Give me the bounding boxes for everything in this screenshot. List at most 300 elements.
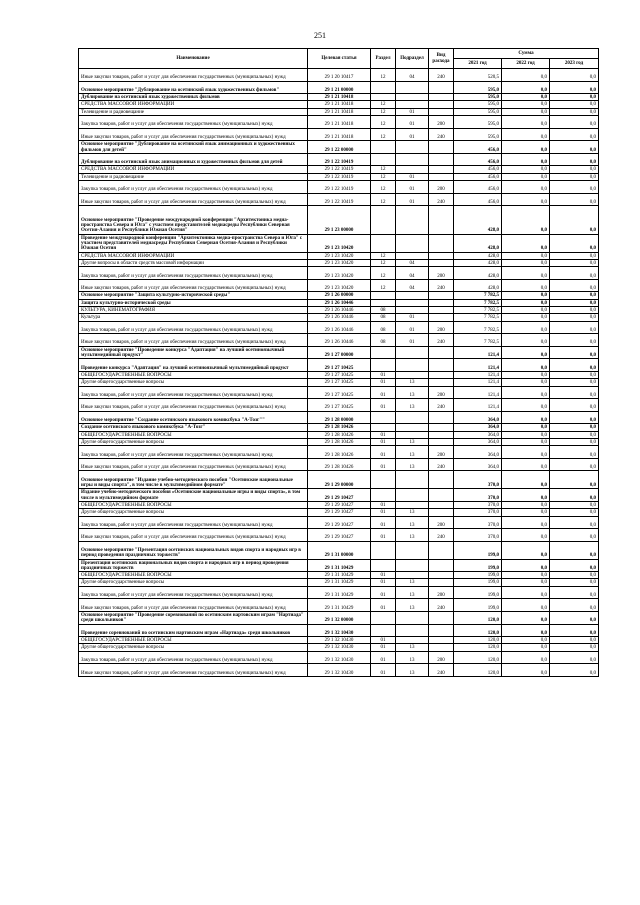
cell-section: 01	[371, 501, 396, 508]
cell-2022: 0,0	[502, 153, 550, 166]
cell-2022: 0,0	[502, 321, 550, 334]
cell-kind	[429, 509, 454, 516]
cell-2023: 0,0	[550, 321, 599, 334]
cell-name: Иные закупки товаров, работ и услуг для обеспечения государственных (муниципальных) нужд	[79, 399, 308, 412]
cell-subsection: 01	[396, 173, 429, 180]
cell-2023: 0,0	[550, 489, 599, 502]
cell-2023: 0,0	[550, 651, 599, 664]
cell-section: 01	[371, 572, 396, 579]
cell-subsection	[396, 411, 429, 424]
table-row	[79, 108, 599, 115]
table-row	[79, 69, 599, 82]
table-row	[79, 181, 599, 194]
cell-target: 29 1 20 10417	[308, 69, 371, 82]
cell-2021: 7 782,5	[454, 314, 502, 321]
cell-section	[371, 424, 396, 431]
cell-kind	[429, 438, 454, 445]
cell-2023: 0,0	[550, 458, 599, 471]
cell-target: 29 1 26 10446	[308, 314, 371, 321]
table-row	[79, 153, 599, 166]
cell-subsection: 01	[396, 314, 429, 321]
cell-kind	[429, 501, 454, 508]
cell-2022: 0,0	[502, 346, 550, 359]
table-header	[79, 49, 599, 69]
cell-2022: 0,0	[502, 458, 550, 471]
cell-2022: 0,0	[502, 252, 550, 259]
header-2023: 2023 год	[550, 59, 599, 69]
cell-subsection	[396, 572, 429, 579]
cell-subsection: 13	[396, 586, 429, 599]
cell-name: Закупка товаров, работ и услуг для обеспечения государственных (муниципальных) нужд	[79, 386, 308, 399]
cell-kind: 240	[429, 458, 454, 471]
cell-2022: 0,0	[502, 193, 550, 206]
table-row	[79, 431, 599, 438]
cell-target: 29 1 31 10429	[308, 599, 371, 612]
table-row	[79, 424, 599, 431]
cell-2021: 121,4	[454, 386, 502, 399]
cell-section: 12	[371, 193, 396, 206]
cell-name: Иные закупки товаров, работ и услуг для обеспечения государственных (муниципальных) нужд	[79, 279, 308, 292]
cell-2022: 0,0	[502, 579, 550, 586]
cell-2023: 0,0	[550, 307, 599, 314]
cell-2021: 595,0	[454, 94, 502, 101]
cell-subsection	[396, 637, 429, 644]
cell-section	[371, 559, 396, 572]
cell-2021: 199,0	[454, 572, 502, 579]
cell-name: Другие общегосударственные вопросы	[79, 509, 308, 516]
cell-name: Основное мероприятие "Проведение соревнований по осетинским нартовским играм "Нартиада" среди школьников"	[79, 611, 308, 624]
cell-name: ОБЩЕГОСУДАРСТВЕННЫЕ ВОПРОСЫ	[79, 637, 308, 644]
cell-2022: 0,0	[502, 94, 550, 101]
cell-2022: 0,0	[502, 206, 550, 235]
table-row	[79, 586, 599, 599]
budget-table	[78, 48, 599, 677]
cell-kind	[429, 314, 454, 321]
cell-target: 29 1 32 10430	[308, 664, 371, 677]
table-row	[79, 516, 599, 529]
cell-2022: 0,0	[502, 292, 550, 299]
cell-target: 29 1 22 10419	[308, 181, 371, 194]
cell-2021: 370,0	[454, 489, 502, 502]
cell-section: 12	[371, 267, 396, 280]
cell-target: 29 1 28 10426	[308, 446, 371, 459]
cell-2022: 0,0	[502, 371, 550, 378]
cell-2022: 0,0	[502, 259, 550, 266]
cell-2021: 120,0	[454, 637, 502, 644]
cell-kind: 200	[429, 267, 454, 280]
cell-section	[371, 346, 396, 359]
cell-target: 29 1 32 00000	[308, 611, 371, 624]
cell-section: 01	[371, 664, 396, 677]
cell-section: 08	[371, 321, 396, 334]
cell-2022: 0,0	[502, 141, 550, 154]
cell-name: Закупка товаров, работ и услуг для обеспечения государственных (муниципальных) нужд	[79, 586, 308, 599]
cell-target: 29 1 29 10427	[308, 516, 371, 529]
cell-2021: 370,0	[454, 471, 502, 489]
cell-section: 01	[371, 579, 396, 586]
cell-section	[371, 359, 396, 372]
cell-kind	[429, 141, 454, 154]
cell-subsection	[396, 292, 429, 299]
cell-2022: 0,0	[502, 446, 550, 459]
cell-target: 29 1 22 00000	[308, 141, 371, 154]
cell-subsection	[396, 299, 429, 306]
cell-2023: 0,0	[550, 424, 599, 431]
cell-kind	[429, 379, 454, 386]
cell-2021: 120,0	[454, 651, 502, 664]
cell-kind	[429, 489, 454, 502]
header-2022: 2022 год	[502, 59, 550, 69]
cell-2022: 0,0	[502, 516, 550, 529]
cell-subsection: 13	[396, 458, 429, 471]
cell-name: Другие общегосударственные вопросы	[79, 379, 308, 386]
cell-section: 01	[371, 516, 396, 529]
cell-2022: 0,0	[502, 651, 550, 664]
cell-subsection	[396, 346, 429, 359]
cell-name: Иные закупки товаров, работ и услуг для обеспечения государственных (муниципальных) нужд	[79, 664, 308, 677]
page-number: 251	[314, 31, 326, 40]
cell-2021: 428,0	[454, 267, 502, 280]
cell-kind: 200	[429, 386, 454, 399]
cell-2021: 370,0	[454, 501, 502, 508]
cell-2023: 0,0	[550, 509, 599, 516]
table-row	[79, 644, 599, 651]
cell-2023: 0,0	[550, 586, 599, 599]
cell-subsection	[396, 206, 429, 235]
cell-2022: 0,0	[502, 399, 550, 412]
cell-target: 29 1 28 00000	[308, 411, 371, 424]
cell-section: 01	[371, 431, 396, 438]
cell-target: 29 1 31 10429	[308, 579, 371, 586]
cell-2022: 0,0	[502, 599, 550, 612]
cell-target: 29 1 23 00000	[308, 206, 371, 235]
cell-2021: 120,0	[454, 664, 502, 677]
cell-2022: 0,0	[502, 438, 550, 445]
cell-2021: 7 782,5	[454, 321, 502, 334]
table-row	[79, 101, 599, 108]
cell-name: Основное мероприятие "Дублирование на осетинский язык художественных фильмов"	[79, 81, 308, 94]
cell-2023: 0,0	[550, 664, 599, 677]
cell-subsection	[396, 489, 429, 502]
cell-subsection: 01	[396, 181, 429, 194]
cell-name: Телевидение и радиовещание	[79, 108, 308, 115]
cell-2023: 0,0	[550, 279, 599, 292]
cell-subsection: 13	[396, 379, 429, 386]
cell-kind: 240	[429, 193, 454, 206]
cell-section: 01	[371, 458, 396, 471]
cell-2022: 0,0	[502, 541, 550, 559]
table-row	[79, 509, 599, 516]
cell-2023: 0,0	[550, 153, 599, 166]
cell-kind: 200	[429, 321, 454, 334]
cell-name: Основное мероприятие "Проведение международной конференции "Архитектоника медиа-пространства Севера и Юга" с участием представителей медиасреды Республики Северная Осетия-Алания и Республики Южная Осетия"	[79, 206, 308, 235]
cell-section	[371, 541, 396, 559]
cell-2023: 0,0	[550, 637, 599, 644]
table-row	[79, 299, 599, 306]
cell-name: Издание учебно-методического пособия «Осетинские национальные игры и виды спорта», в том числе в мультимедийном формате	[79, 489, 308, 502]
table-row	[79, 128, 599, 141]
cell-section	[371, 153, 396, 166]
cell-name: Закупка товаров, работ и услуг для обеспечения государственных (муниципальных) нужд	[79, 181, 308, 194]
cell-2022: 0,0	[502, 108, 550, 115]
cell-target: 29 1 23 10420	[308, 252, 371, 259]
header-sum: Сумма	[454, 49, 599, 59]
cell-2023: 0,0	[550, 299, 599, 306]
cell-name: Закупка товаров, работ и услуг для обеспечения государственных (муниципальных) нужд	[79, 267, 308, 280]
cell-name: Иные закупки товаров, работ и услуг для обеспечения государственных (муниципальных) нужд	[79, 458, 308, 471]
cell-section: 01	[371, 399, 396, 412]
cell-name: Создание осетинского языкового комиксбука "А-Тозг"	[79, 424, 308, 431]
cell-name: Основное мероприятие "Защита культурно-исторической среды"	[79, 292, 308, 299]
table-row	[79, 446, 599, 459]
cell-subsection: 01	[396, 128, 429, 141]
cell-2022: 0,0	[502, 424, 550, 431]
cell-name: Закупка товаров, работ и услуг для обеспечения государственных (муниципальных) нужд	[79, 446, 308, 459]
cell-section: 01	[371, 651, 396, 664]
table-row	[79, 572, 599, 579]
cell-2021: 199,0	[454, 599, 502, 612]
cell-target: 29 1 21 10418	[308, 101, 371, 108]
cell-section: 12	[371, 166, 396, 173]
cell-2022: 0,0	[502, 128, 550, 141]
cell-name: Иные закупки товаров, работ и услуг для обеспечения государственных (муниципальных) нужд	[79, 599, 308, 612]
table-row	[79, 292, 599, 299]
cell-section: 01	[371, 446, 396, 459]
cell-subsection: 01	[396, 108, 429, 115]
cell-name: Другие общегосударственные вопросы	[79, 644, 308, 651]
table-row	[79, 359, 599, 372]
cell-2023: 0,0	[550, 411, 599, 424]
cell-2022: 0,0	[502, 334, 550, 347]
table-row	[79, 346, 599, 359]
cell-target: 29 1 21 10418	[308, 116, 371, 129]
table-row	[79, 166, 599, 173]
cell-2023: 0,0	[550, 101, 599, 108]
cell-section: 01	[371, 637, 396, 644]
cell-target: 29 1 27 10425	[308, 379, 371, 386]
table-row	[79, 651, 599, 664]
cell-kind	[429, 292, 454, 299]
cell-kind	[429, 579, 454, 586]
cell-name: Проведение соревнований по осетинским нартовским играм «Нартиада» среди школьников	[79, 624, 308, 637]
cell-subsection	[396, 153, 429, 166]
cell-kind	[429, 166, 454, 173]
cell-name: Основное мероприятие "Дублирование на осетинский язык анимационных и художественных фильмов для детей"	[79, 141, 308, 154]
table-row	[79, 371, 599, 378]
cell-name: Иные закупки товаров, работ и услуг для обеспечения государственных (муниципальных) нужд	[79, 69, 308, 82]
cell-2021: 7 782,5	[454, 307, 502, 314]
cell-2021: 364,0	[454, 431, 502, 438]
cell-2022: 0,0	[502, 166, 550, 173]
cell-subsection: 13	[396, 446, 429, 459]
cell-subsection: 13	[396, 386, 429, 399]
cell-2023: 0,0	[550, 572, 599, 579]
cell-subsection	[396, 359, 429, 372]
cell-target: 29 1 23 10420	[308, 259, 371, 266]
cell-kind	[429, 559, 454, 572]
cell-target: 29 1 23 10420	[308, 279, 371, 292]
cell-section: 01	[371, 586, 396, 599]
cell-kind	[429, 624, 454, 637]
cell-2022: 0,0	[502, 181, 550, 194]
cell-section: 12	[371, 252, 396, 259]
cell-target: 29 1 28 10426	[308, 424, 371, 431]
table-row	[79, 314, 599, 321]
cell-section: 12	[371, 128, 396, 141]
cell-subsection: 04	[396, 279, 429, 292]
cell-kind: 200	[429, 446, 454, 459]
cell-kind: 240	[429, 69, 454, 82]
cell-subsection	[396, 611, 429, 624]
table-row	[79, 116, 599, 129]
cell-subsection	[396, 252, 429, 259]
cell-name: Закупка товаров, работ и услуг для обеспечения государственных (муниципальных) нужд	[79, 321, 308, 334]
cell-name: Другие общегосударственные вопросы	[79, 438, 308, 445]
cell-2023: 0,0	[550, 446, 599, 459]
cell-kind	[429, 371, 454, 378]
table-row	[79, 173, 599, 180]
table-row	[79, 529, 599, 542]
cell-section	[371, 299, 396, 306]
cell-kind: 200	[429, 116, 454, 129]
cell-section: 01	[371, 379, 396, 386]
cell-2023: 0,0	[550, 141, 599, 154]
cell-2021: 199,0	[454, 541, 502, 559]
cell-2022: 0,0	[502, 509, 550, 516]
cell-2022: 0,0	[502, 572, 550, 579]
cell-2022: 0,0	[502, 624, 550, 637]
header-kind: Вид расхода	[429, 49, 454, 69]
cell-2022: 0,0	[502, 637, 550, 644]
table-row	[79, 399, 599, 412]
cell-2021: 199,0	[454, 579, 502, 586]
cell-2021: 456,0	[454, 166, 502, 173]
cell-kind: 240	[429, 399, 454, 412]
cell-2023: 0,0	[550, 559, 599, 572]
table-row	[79, 193, 599, 206]
cell-target: 29 1 29 10427	[308, 501, 371, 508]
cell-name: Закупка товаров, работ и услуг для обеспечения государственных (муниципальных) нужд	[79, 651, 308, 664]
cell-name: Защита культурно-исторической среды	[79, 299, 308, 306]
cell-subsection	[396, 101, 429, 108]
cell-subsection: 13	[396, 644, 429, 651]
cell-section: 12	[371, 173, 396, 180]
cell-2021: 456,0	[454, 173, 502, 180]
cell-2022: 0,0	[502, 101, 550, 108]
cell-subsection	[396, 541, 429, 559]
cell-section: 01	[371, 371, 396, 378]
cell-target: 29 1 27 00000	[308, 346, 371, 359]
cell-2023: 0,0	[550, 166, 599, 173]
cell-target: 29 1 28 10426	[308, 431, 371, 438]
cell-subsection: 13	[396, 599, 429, 612]
cell-target: 29 1 22 10419	[308, 153, 371, 166]
cell-kind	[429, 346, 454, 359]
cell-target: 29 1 28 10426	[308, 458, 371, 471]
cell-2023: 0,0	[550, 267, 599, 280]
cell-2023: 0,0	[550, 314, 599, 321]
table-row	[79, 279, 599, 292]
cell-kind	[429, 206, 454, 235]
cell-2021: 428,0	[454, 252, 502, 259]
header-name: Наименование	[79, 49, 308, 69]
table-row	[79, 141, 599, 154]
cell-2022: 0,0	[502, 664, 550, 677]
cell-kind	[429, 411, 454, 424]
cell-target: 29 1 31 10429	[308, 559, 371, 572]
cell-target: 29 1 22 10419	[308, 173, 371, 180]
cell-section: 01	[371, 509, 396, 516]
cell-target: 29 1 22 10419	[308, 193, 371, 206]
cell-name: Другие вопросы в области средств массовой информации	[79, 259, 308, 266]
cell-section: 12	[371, 108, 396, 115]
cell-name: ОБЩЕГОСУДАРСТВЕННЫЕ ВОПРОСЫ	[79, 501, 308, 508]
cell-name: Проведение международной конференции "Архитектоника медиа-пространства Севера и Юга" с участием представителей медиасреды Республики Северная Осетия-Алания и Республики Южная Осетия	[79, 234, 308, 252]
header-section: Раздел	[371, 49, 396, 69]
cell-target: 29 1 26 10446	[308, 307, 371, 314]
cell-subsection: 13	[396, 529, 429, 542]
cell-section: 08	[371, 334, 396, 347]
header-target: Целевая статья	[308, 49, 371, 69]
cell-name: Иные закупки товаров, работ и услуг для обеспечения государственных (муниципальных) нужд	[79, 529, 308, 542]
cell-subsection	[396, 94, 429, 101]
cell-target: 29 1 27 10425	[308, 371, 371, 378]
cell-2021: 364,0	[454, 411, 502, 424]
cell-subsection: 04	[396, 69, 429, 82]
cell-2021: 370,0	[454, 529, 502, 542]
cell-kind	[429, 101, 454, 108]
table-row	[79, 81, 599, 94]
cell-kind	[429, 108, 454, 115]
cell-kind	[429, 94, 454, 101]
cell-kind	[429, 173, 454, 180]
cell-name: СРЕДСТВА МАССОВОЙ ИНФОРМАЦИИ	[79, 166, 308, 173]
cell-2021: 120,0	[454, 644, 502, 651]
cell-subsection	[396, 141, 429, 154]
cell-target: 29 1 32 10430	[308, 637, 371, 644]
cell-2023: 0,0	[550, 579, 599, 586]
cell-target: 29 1 27 10425	[308, 386, 371, 399]
cell-section: 12	[371, 259, 396, 266]
cell-kind	[429, 471, 454, 489]
cell-subsection: 13	[396, 516, 429, 529]
cell-2021: 428,0	[454, 234, 502, 252]
cell-2021: 364,0	[454, 438, 502, 445]
table-row	[79, 637, 599, 644]
cell-2021: 456,0	[454, 181, 502, 194]
cell-2023: 0,0	[550, 116, 599, 129]
cell-2023: 0,0	[550, 128, 599, 141]
cell-name: Основное мероприятие "Создание осетинского языкового комиксбука "А-Тозг""	[79, 411, 308, 424]
table-row	[79, 267, 599, 280]
cell-2022: 0,0	[502, 359, 550, 372]
cell-2023: 0,0	[550, 399, 599, 412]
cell-section	[371, 94, 396, 101]
cell-kind: 240	[429, 128, 454, 141]
cell-target: 29 1 32 10430	[308, 624, 371, 637]
cell-kind	[429, 234, 454, 252]
cell-2023: 0,0	[550, 624, 599, 637]
cell-name: Основное мероприятие "Проведение конкурса "Адаптация" на лучший осетиноязычный мультимедийный продукт"	[79, 346, 308, 359]
cell-2022: 0,0	[502, 431, 550, 438]
table-row	[79, 489, 599, 502]
cell-target: 29 1 32 10430	[308, 644, 371, 651]
cell-name: ОБЩЕГОСУДАРСТВЕННЫЕ ВОПРОСЫ	[79, 431, 308, 438]
cell-2022: 0,0	[502, 234, 550, 252]
cell-2021: 428,0	[454, 206, 502, 235]
table-row	[79, 234, 599, 252]
cell-2021: 120,0	[454, 624, 502, 637]
